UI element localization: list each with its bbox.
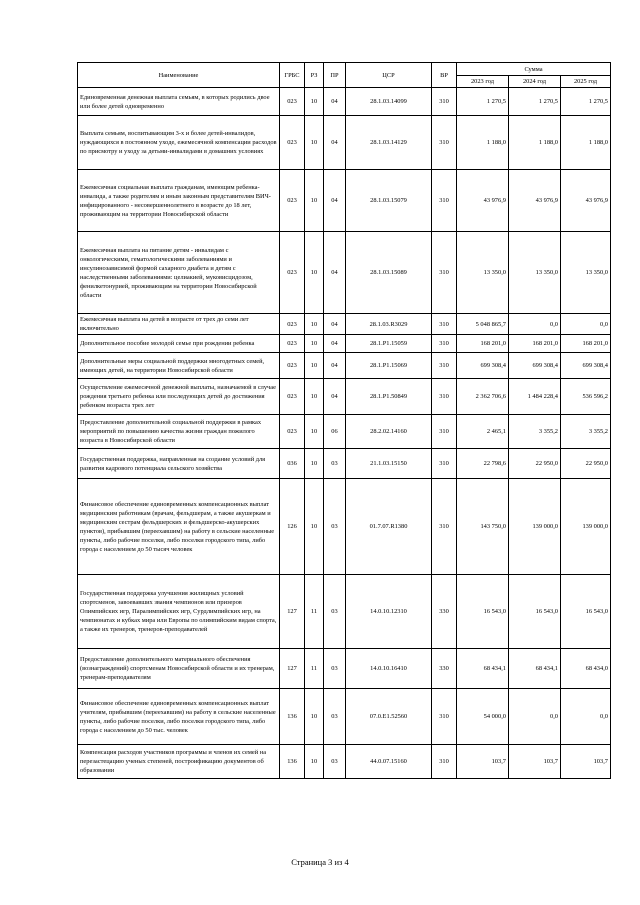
cell-y2025: 0,0 (561, 689, 611, 745)
cell-csr: 14.0.10.12310 (346, 575, 432, 649)
cell-pr: 04 (324, 170, 346, 232)
cell-name: Компенсация расходов участников программы и членов их семей на перезастецацию ученых степеней, построификацию документов об образовании (78, 745, 280, 779)
cell-grbs: 136 (280, 745, 305, 779)
cell-rz: 10 (305, 379, 324, 415)
cell-vr: 310 (432, 232, 457, 314)
header-vr: ВР (432, 63, 457, 88)
cell-y2023: 168 201,0 (457, 335, 509, 353)
cell-pr: 06 (324, 415, 346, 449)
cell-y2025: 0,0 (561, 314, 611, 335)
cell-y2025: 168 201,0 (561, 335, 611, 353)
cell-y2024: 43 976,9 (509, 170, 561, 232)
header-2023: 2023 год (457, 76, 509, 88)
table-row (78, 232, 611, 314)
cell-y2025: 16 543,0 (561, 575, 611, 649)
cell-csr: 28.1.03.15079 (346, 170, 432, 232)
cell-y2024: 68 434,1 (509, 649, 561, 689)
cell-csr: 07.0.E1.52560 (346, 689, 432, 745)
table-row (78, 379, 611, 415)
cell-y2025: 3 355,2 (561, 415, 611, 449)
cell-y2023: 16 543,0 (457, 575, 509, 649)
cell-vr: 310 (432, 379, 457, 415)
cell-y2025: 68 434,0 (561, 649, 611, 689)
cell-name: Дополнительные меры социальной поддержки многодетных семей, имеющих детей, на территории Новосибирской области (78, 353, 280, 379)
cell-y2025: 43 976,9 (561, 170, 611, 232)
table-row (78, 335, 611, 353)
cell-pr: 04 (324, 335, 346, 353)
cell-vr: 310 (432, 88, 457, 116)
cell-pr: 04 (324, 88, 346, 116)
cell-vr: 310 (432, 353, 457, 379)
table-row (78, 745, 611, 779)
cell-name: Выплата семьям, воспитывающим 3-х и более детей-инвалидов, нуждающихся в постоянном уходе, ежемесячной компенсации расходов по присмотру и уходу за детьми-инвалидами в домашних условиях (78, 116, 280, 170)
cell-pr: 03 (324, 649, 346, 689)
cell-vr: 310 (432, 449, 457, 479)
table-row (78, 689, 611, 745)
cell-y2023: 13 350,0 (457, 232, 509, 314)
cell-y2025: 536 596,2 (561, 379, 611, 415)
cell-y2025: 103,7 (561, 745, 611, 779)
cell-pr: 03 (324, 575, 346, 649)
cell-pr: 04 (324, 314, 346, 335)
header-pr: ПР (324, 63, 346, 88)
cell-csr: 28.1.P1.15069 (346, 353, 432, 379)
cell-name: Государственная поддержка, направленная на создание условий для развития кадрового потенциала сельского хозяйства (78, 449, 280, 479)
table-row (78, 353, 611, 379)
cell-grbs: 023 (280, 353, 305, 379)
table-row (78, 88, 611, 116)
cell-name: Дополнительное пособие молодой семье при рождении ребенка (78, 335, 280, 353)
cell-y2023: 5 048 865,7 (457, 314, 509, 335)
cell-grbs: 023 (280, 170, 305, 232)
cell-grbs: 023 (280, 314, 305, 335)
cell-y2024: 1 270,5 (509, 88, 561, 116)
cell-y2023: 2 362 706,6 (457, 379, 509, 415)
cell-rz: 10 (305, 335, 324, 353)
cell-vr: 310 (432, 314, 457, 335)
cell-rz: 11 (305, 649, 324, 689)
table-row (78, 649, 611, 689)
cell-csr: 28.1.P1.50849 (346, 379, 432, 415)
table-body (78, 88, 611, 779)
cell-y2025: 1 188,0 (561, 116, 611, 170)
header-sum: Сумма (457, 63, 611, 76)
cell-name: Государственная поддержка улучшения жилищных условий спортсменов, завоевавших звания чемпионов или призеров Олимпийских игр, Паралимпийских игр, Сурдлимпийских игр, на чемпионатах и кубках мира или Европы по олимпийским видам спорта, а также их тренеров, тренеров-преподавателей (78, 575, 280, 649)
cell-y2023: 68 434,1 (457, 649, 509, 689)
cell-rz: 10 (305, 353, 324, 379)
cell-grbs: 126 (280, 479, 305, 575)
cell-name: Ежемесячная выплата на питание детям - инвалидам с онкологическими, гематологическими заболеваниями и инсулинозависимой формой сахарного диабета и детям с наследственными заболеваниями: целиакией, муковисцидозом, фенилкетонурией, проживающим на территории Новосибирской области (78, 232, 280, 314)
cell-y2024: 13 350,0 (509, 232, 561, 314)
cell-rz: 10 (305, 116, 324, 170)
cell-csr: 28.1.03.R3029 (346, 314, 432, 335)
cell-csr: 28.1.03.14129 (346, 116, 432, 170)
cell-rz: 10 (305, 314, 324, 335)
cell-csr: 28.1.03.14099 (346, 88, 432, 116)
cell-pr: 04 (324, 116, 346, 170)
cell-y2024: 0,0 (509, 689, 561, 745)
cell-y2025: 13 350,0 (561, 232, 611, 314)
cell-y2024: 139 000,0 (509, 479, 561, 575)
cell-vr: 310 (432, 745, 457, 779)
cell-rz: 10 (305, 449, 324, 479)
cell-grbs: 136 (280, 689, 305, 745)
cell-csr: 21.1.03.15150 (346, 449, 432, 479)
cell-vr: 330 (432, 649, 457, 689)
cell-y2024: 103,7 (509, 745, 561, 779)
cell-y2023: 103,7 (457, 745, 509, 779)
cell-vr: 330 (432, 575, 457, 649)
cell-csr: 28.1.03.15089 (346, 232, 432, 314)
header-grbs: ГРБС (280, 63, 305, 88)
cell-y2025: 699 308,4 (561, 353, 611, 379)
cell-vr: 310 (432, 689, 457, 745)
header-rz: РЗ (305, 63, 324, 88)
cell-csr: 28.1.P1.15059 (346, 335, 432, 353)
cell-y2024: 16 543,0 (509, 575, 561, 649)
cell-y2025: 22 950,0 (561, 449, 611, 479)
cell-csr: 01.7.07.R1380 (346, 479, 432, 575)
cell-csr: 14.0.10.16410 (346, 649, 432, 689)
cell-y2024: 168 201,0 (509, 335, 561, 353)
cell-pr: 03 (324, 745, 346, 779)
table-row (78, 479, 611, 575)
cell-y2023: 2 465,1 (457, 415, 509, 449)
cell-y2023: 22 798,6 (457, 449, 509, 479)
cell-grbs: 036 (280, 449, 305, 479)
cell-name: Финансовое обеспечение единовременных компенсационных выплат учителям, прибывшим (переехавшим) на работу в сельские населенные пункты, либо рабочие поселки, либо поселки городского типа, либо города с населением до 50 тыс. человек (78, 689, 280, 745)
cell-rz: 10 (305, 415, 324, 449)
cell-y2024: 22 950,0 (509, 449, 561, 479)
cell-grbs: 127 (280, 575, 305, 649)
header-csr: ЦСР (346, 63, 432, 88)
cell-vr: 310 (432, 479, 457, 575)
cell-y2023: 54 000,0 (457, 689, 509, 745)
cell-grbs: 023 (280, 415, 305, 449)
table-row (78, 575, 611, 649)
cell-name: Осуществление ежемесячной денежной выплаты, назначаемой в случае рождения третьего ребенка или последующих детей до достижения ребенком возраста трех лет (78, 379, 280, 415)
cell-name: Предоставление дополнительной социальной поддержки в рамках мероприятий по повышению качества жизни граждан пожилого возраста в Новосибирской области (78, 415, 280, 449)
cell-pr: 04 (324, 232, 346, 314)
header-2024: 2024 год (509, 76, 561, 88)
table-row (78, 170, 611, 232)
table-row (78, 116, 611, 170)
cell-name: Финансовое обеспечение единовременных компенсационных выплат медицинским работникам (врачам, фельдшерам, а также акушеркам и медицинским сестрам фельдшерских и фельдшерско-акушерских пунктов), прибывшим (переехавшим) на работу в сельские населенные пункты, либо рабочие поселки, либо поселки городского типа, либо города с населением до 50 тысяч человек (78, 479, 280, 575)
cell-rz: 10 (305, 745, 324, 779)
cell-rz: 10 (305, 232, 324, 314)
cell-y2023: 43 976,9 (457, 170, 509, 232)
cell-name: Единовременная денежная выплата семьям, в которых родились двое или более детей одновременно (78, 88, 280, 116)
cell-y2025: 1 270,5 (561, 88, 611, 116)
table-row (78, 415, 611, 449)
cell-pr: 04 (324, 379, 346, 415)
cell-rz: 10 (305, 479, 324, 575)
page-footer: Страница 3 из 4 (291, 857, 349, 867)
cell-y2023: 699 308,4 (457, 353, 509, 379)
cell-y2023: 1 188,0 (457, 116, 509, 170)
cell-grbs: 023 (280, 335, 305, 353)
cell-name: Ежемесячная социальная выплата гражданам, имеющим ребенка-инвалида, а также родителям и иным законным представителям ВИЧ-инфицированного - несовершеннолетнего в возрасте до 18 лет, проживающим на территории Новосибирской области (78, 170, 280, 232)
cell-name: Ежемесячная выплата на детей в возрасте от трех до семи лет включительно (78, 314, 280, 335)
cell-csr: 44.0.07.15160 (346, 745, 432, 779)
header-2025: 2025 год (561, 76, 611, 88)
cell-grbs: 023 (280, 88, 305, 116)
cell-y2025: 139 000,0 (561, 479, 611, 575)
budget-table (77, 62, 611, 779)
cell-vr: 310 (432, 415, 457, 449)
cell-y2024: 1 484 228,4 (509, 379, 561, 415)
cell-rz: 11 (305, 575, 324, 649)
cell-name: Предоставление дополнительного материального обеспечения (вознаграждений) спортсменам Новосибирской области и их тренерам, тренерам-преподавателям (78, 649, 280, 689)
cell-grbs: 023 (280, 232, 305, 314)
cell-pr: 03 (324, 479, 346, 575)
cell-vr: 310 (432, 170, 457, 232)
cell-y2023: 143 750,0 (457, 479, 509, 575)
cell-rz: 10 (305, 689, 324, 745)
cell-rz: 10 (305, 88, 324, 116)
cell-y2024: 1 188,0 (509, 116, 561, 170)
cell-pr: 03 (324, 689, 346, 745)
cell-vr: 310 (432, 335, 457, 353)
cell-y2024: 0,0 (509, 314, 561, 335)
cell-rz: 10 (305, 170, 324, 232)
cell-grbs: 127 (280, 649, 305, 689)
cell-grbs: 023 (280, 379, 305, 415)
cell-y2023: 1 270,5 (457, 88, 509, 116)
cell-grbs: 023 (280, 116, 305, 170)
cell-csr: 28.2.02.14160 (346, 415, 432, 449)
cell-vr: 310 (432, 116, 457, 170)
table-row (78, 314, 611, 335)
table-row (78, 449, 611, 479)
header-name: Наименование (78, 63, 280, 88)
cell-pr: 03 (324, 449, 346, 479)
cell-pr: 04 (324, 353, 346, 379)
cell-y2024: 699 308,4 (509, 353, 561, 379)
cell-y2024: 3 355,2 (509, 415, 561, 449)
